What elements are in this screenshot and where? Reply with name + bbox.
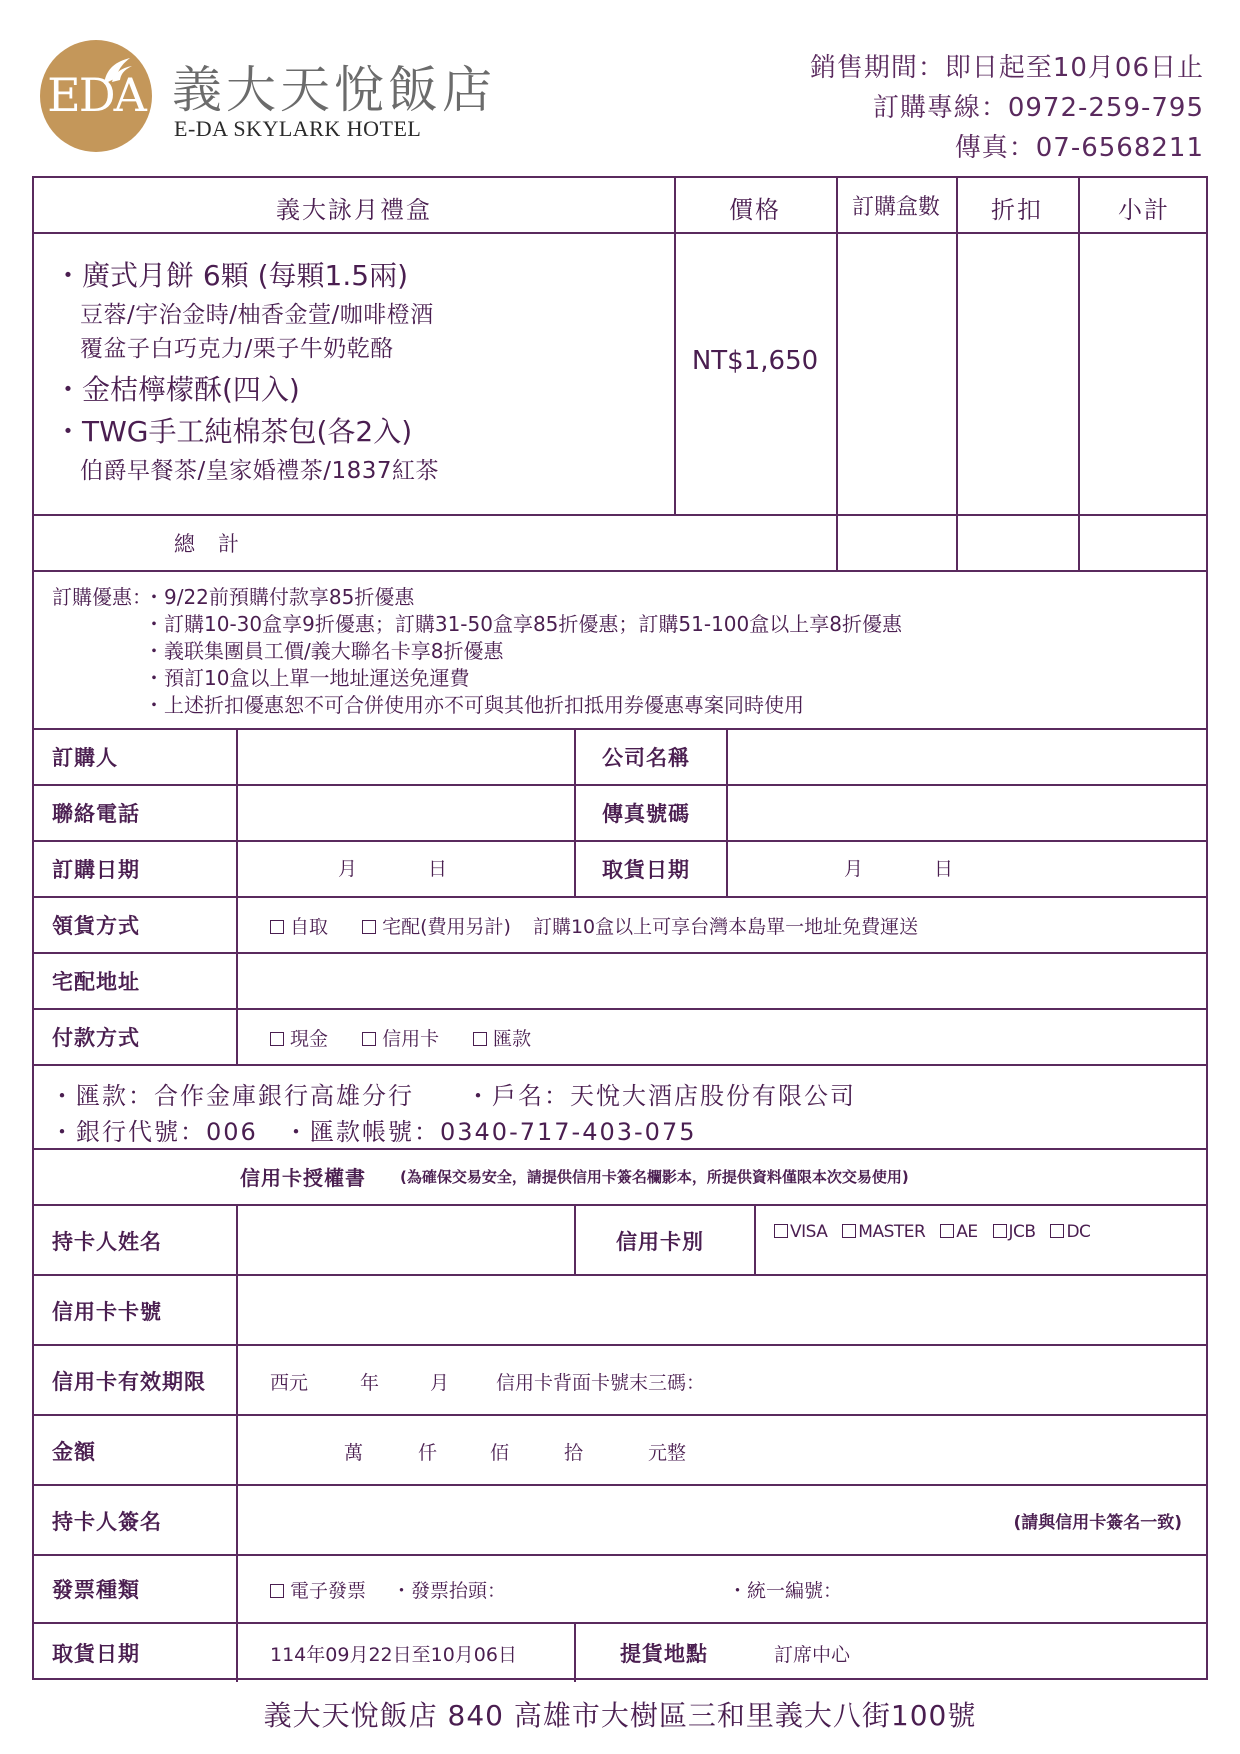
credit-card-checkbox[interactable]: 信用卡 (362, 1024, 439, 1051)
ae-checkbox[interactable]: AE (940, 1222, 977, 1242)
dc-checkbox[interactable]: DC (1050, 1222, 1090, 1242)
card-auth-title: 信用卡授權書 (240, 1166, 366, 1190)
phone-input[interactable] (238, 786, 574, 840)
amount-unit-bai: 佰 (490, 1442, 510, 1464)
visa-checkbox[interactable]: VISA (774, 1222, 827, 1242)
card-holder-input[interactable] (238, 1206, 574, 1274)
product-item-twg-tea: ・TWG手工純棉茶包(各2入) (54, 415, 413, 448)
amount-unit-shi: 拾 (564, 1442, 584, 1464)
expiry-year-label: 年 (360, 1372, 380, 1394)
fax-input[interactable] (728, 786, 1208, 840)
payment-label: 付款方式 (52, 1026, 140, 1050)
pickup-date-range: 114年09月22日至10月06日 (270, 1644, 517, 1666)
cvv-label: 信用卡背面卡號末三碼： (496, 1372, 706, 1394)
tax-id-label: ・統一編號： (728, 1580, 843, 1602)
amount-unit-yuan: 元整 (648, 1442, 687, 1464)
pickup-place-label: 提貨地點 (620, 1642, 708, 1666)
signature-note: (請與信用卡簽名一致) (1013, 1513, 1182, 1533)
total-label: 總 計 (174, 532, 240, 556)
address-input[interactable] (238, 954, 1208, 1008)
product-price: NT$1,650 (691, 346, 819, 376)
self-pickup-checkbox[interactable]: 自取 (270, 912, 328, 939)
order-hotline: 訂購專線：0972-259-795 (872, 93, 1204, 123)
delivery-method-label: 領貨方式 (52, 914, 140, 938)
hotel-address: 義大天悅飯店 840 高雄市大樹區三和里義大八街100號 (263, 1699, 977, 1732)
promo-line: ・上述折扣優惠恕不可合併使用亦不可與其他折扣抵用券優惠專案同時使用 (144, 693, 804, 717)
promo-line: ・9/22前預購付款享85折優惠 (144, 585, 415, 609)
pickup-day-label: 日 (934, 858, 954, 880)
order-month-label: 月 (338, 858, 358, 880)
remit-bank-code: ・銀行代號：006 (50, 1118, 258, 1146)
address-label: 宅配地址 (52, 970, 140, 994)
logo-monogram: EDA (47, 68, 145, 122)
invoice-type-label: 發票種類 (52, 1578, 140, 1602)
mooncake-flavors-1: 豆蓉/宇治金時/柚香金萱/咖啡橙酒 (80, 302, 434, 328)
brand-name-en: E-DA SKYLARK HOTEL (174, 116, 422, 141)
card-number-input[interactable] (238, 1276, 1208, 1344)
card-brand-options (774, 1222, 1090, 1242)
pickup-place-value: 訂席中心 (774, 1644, 851, 1666)
invoice-title-label: ・發票抬頭： (392, 1580, 507, 1602)
card-holder-label: 持卡人姓名 (52, 1230, 162, 1254)
delivery-options (270, 912, 918, 939)
quantity-header: 訂購盒數 (851, 195, 940, 220)
promo-line: ・預訂10盒以上單一地址運送免運費 (144, 666, 470, 690)
card-auth-note: (為確保交易安全，請提供信用卡簽名欄影本，所提供資料僅限本次交易使用) (400, 1168, 909, 1186)
delivery-note: 訂購10盒以上可享台灣本島單一地址免費運送 (532, 916, 919, 938)
hotel-logo (40, 40, 152, 152)
order-date-label: 訂購日期 (52, 858, 140, 882)
order-day-label: 日 (428, 858, 448, 880)
pickup-month-label: 月 (844, 858, 864, 880)
card-number-label: 信用卡卡號 (52, 1300, 162, 1324)
promo-line: ・訂購10-30盒享9折優惠；訂購31-50盒享85折優惠；訂購51-100盒以上享8折優惠 (144, 612, 902, 636)
home-delivery-checkbox[interactable]: 宅配(費用另計) (362, 912, 511, 939)
phone-label: 聯絡電話 (52, 802, 140, 826)
amount-label: 金額 (52, 1440, 96, 1464)
buyer-label: 訂購人 (52, 746, 118, 770)
buyer-input[interactable] (238, 730, 574, 784)
discount-header: 折扣 (991, 196, 1043, 224)
brand-name-zh: 義大天悅飯店 (172, 61, 496, 119)
remit-bank: ・匯款：合作金庫銀行高雄分行 (50, 1082, 414, 1110)
order-form (32, 176, 1208, 1680)
company-input[interactable] (728, 730, 1208, 784)
card-type-label: 信用卡別 (616, 1230, 704, 1254)
mooncake-flavors-2: 覆盆子白巧克力/栗子牛奶乾酪 (80, 336, 394, 362)
promo-label: 訂購優惠： (52, 585, 152, 609)
tea-flavors: 伯爵早餐茶/皇家婚禮茶/1837紅茶 (80, 458, 440, 484)
product-item-mooncake: ・廣式月餅 6顆 (每顆1.5兩) (54, 259, 408, 292)
e-invoice-checkbox[interactable]: 電子發票 (270, 1576, 366, 1603)
expiry-month-label: 月 (430, 1372, 450, 1394)
fax-label: 傳真號碼 (602, 802, 690, 826)
remit-account-name: ・戶名：天悅大酒店股份有限公司 (466, 1082, 856, 1110)
remit-account-number: ・匯款帳號：0340-717-403-075 (284, 1118, 697, 1146)
header-info (810, 48, 1204, 168)
amount-unit-qian: 仟 (418, 1442, 438, 1464)
pickup-date-label: 取貨日期 (602, 858, 690, 882)
master-checkbox[interactable]: MASTER (842, 1222, 925, 1242)
pickup-date-label-bottom: 取貨日期 (52, 1642, 140, 1666)
promo-line: ・義联集團員工價/義大聯名卡享8折優惠 (144, 639, 504, 663)
card-expiry-label: 信用卡有效期限 (52, 1370, 206, 1394)
jcb-checkbox[interactable]: JCB (993, 1222, 1036, 1242)
product-item-kumquat: ・金桔檸檬酥(四入) (54, 373, 300, 406)
year-prefix-label: 西元 (270, 1372, 309, 1394)
amount-unit-wan: 萬 (344, 1442, 364, 1464)
fax-number: 傳真：07-6568211 (954, 133, 1204, 163)
transfer-checkbox[interactable]: 匯款 (473, 1024, 531, 1051)
payment-options (270, 1024, 559, 1051)
cash-checkbox[interactable]: 現金 (270, 1024, 328, 1051)
product-header: 義大詠月禮盒 (276, 196, 432, 224)
signature-label: 持卡人簽名 (52, 1510, 162, 1534)
sale-period: 銷售期間：即日起至10月06日止 (809, 53, 1204, 83)
price-header: 價格 (729, 196, 781, 224)
subtotal-header: 小計 (1118, 196, 1170, 224)
company-label: 公司名稱 (602, 746, 690, 770)
